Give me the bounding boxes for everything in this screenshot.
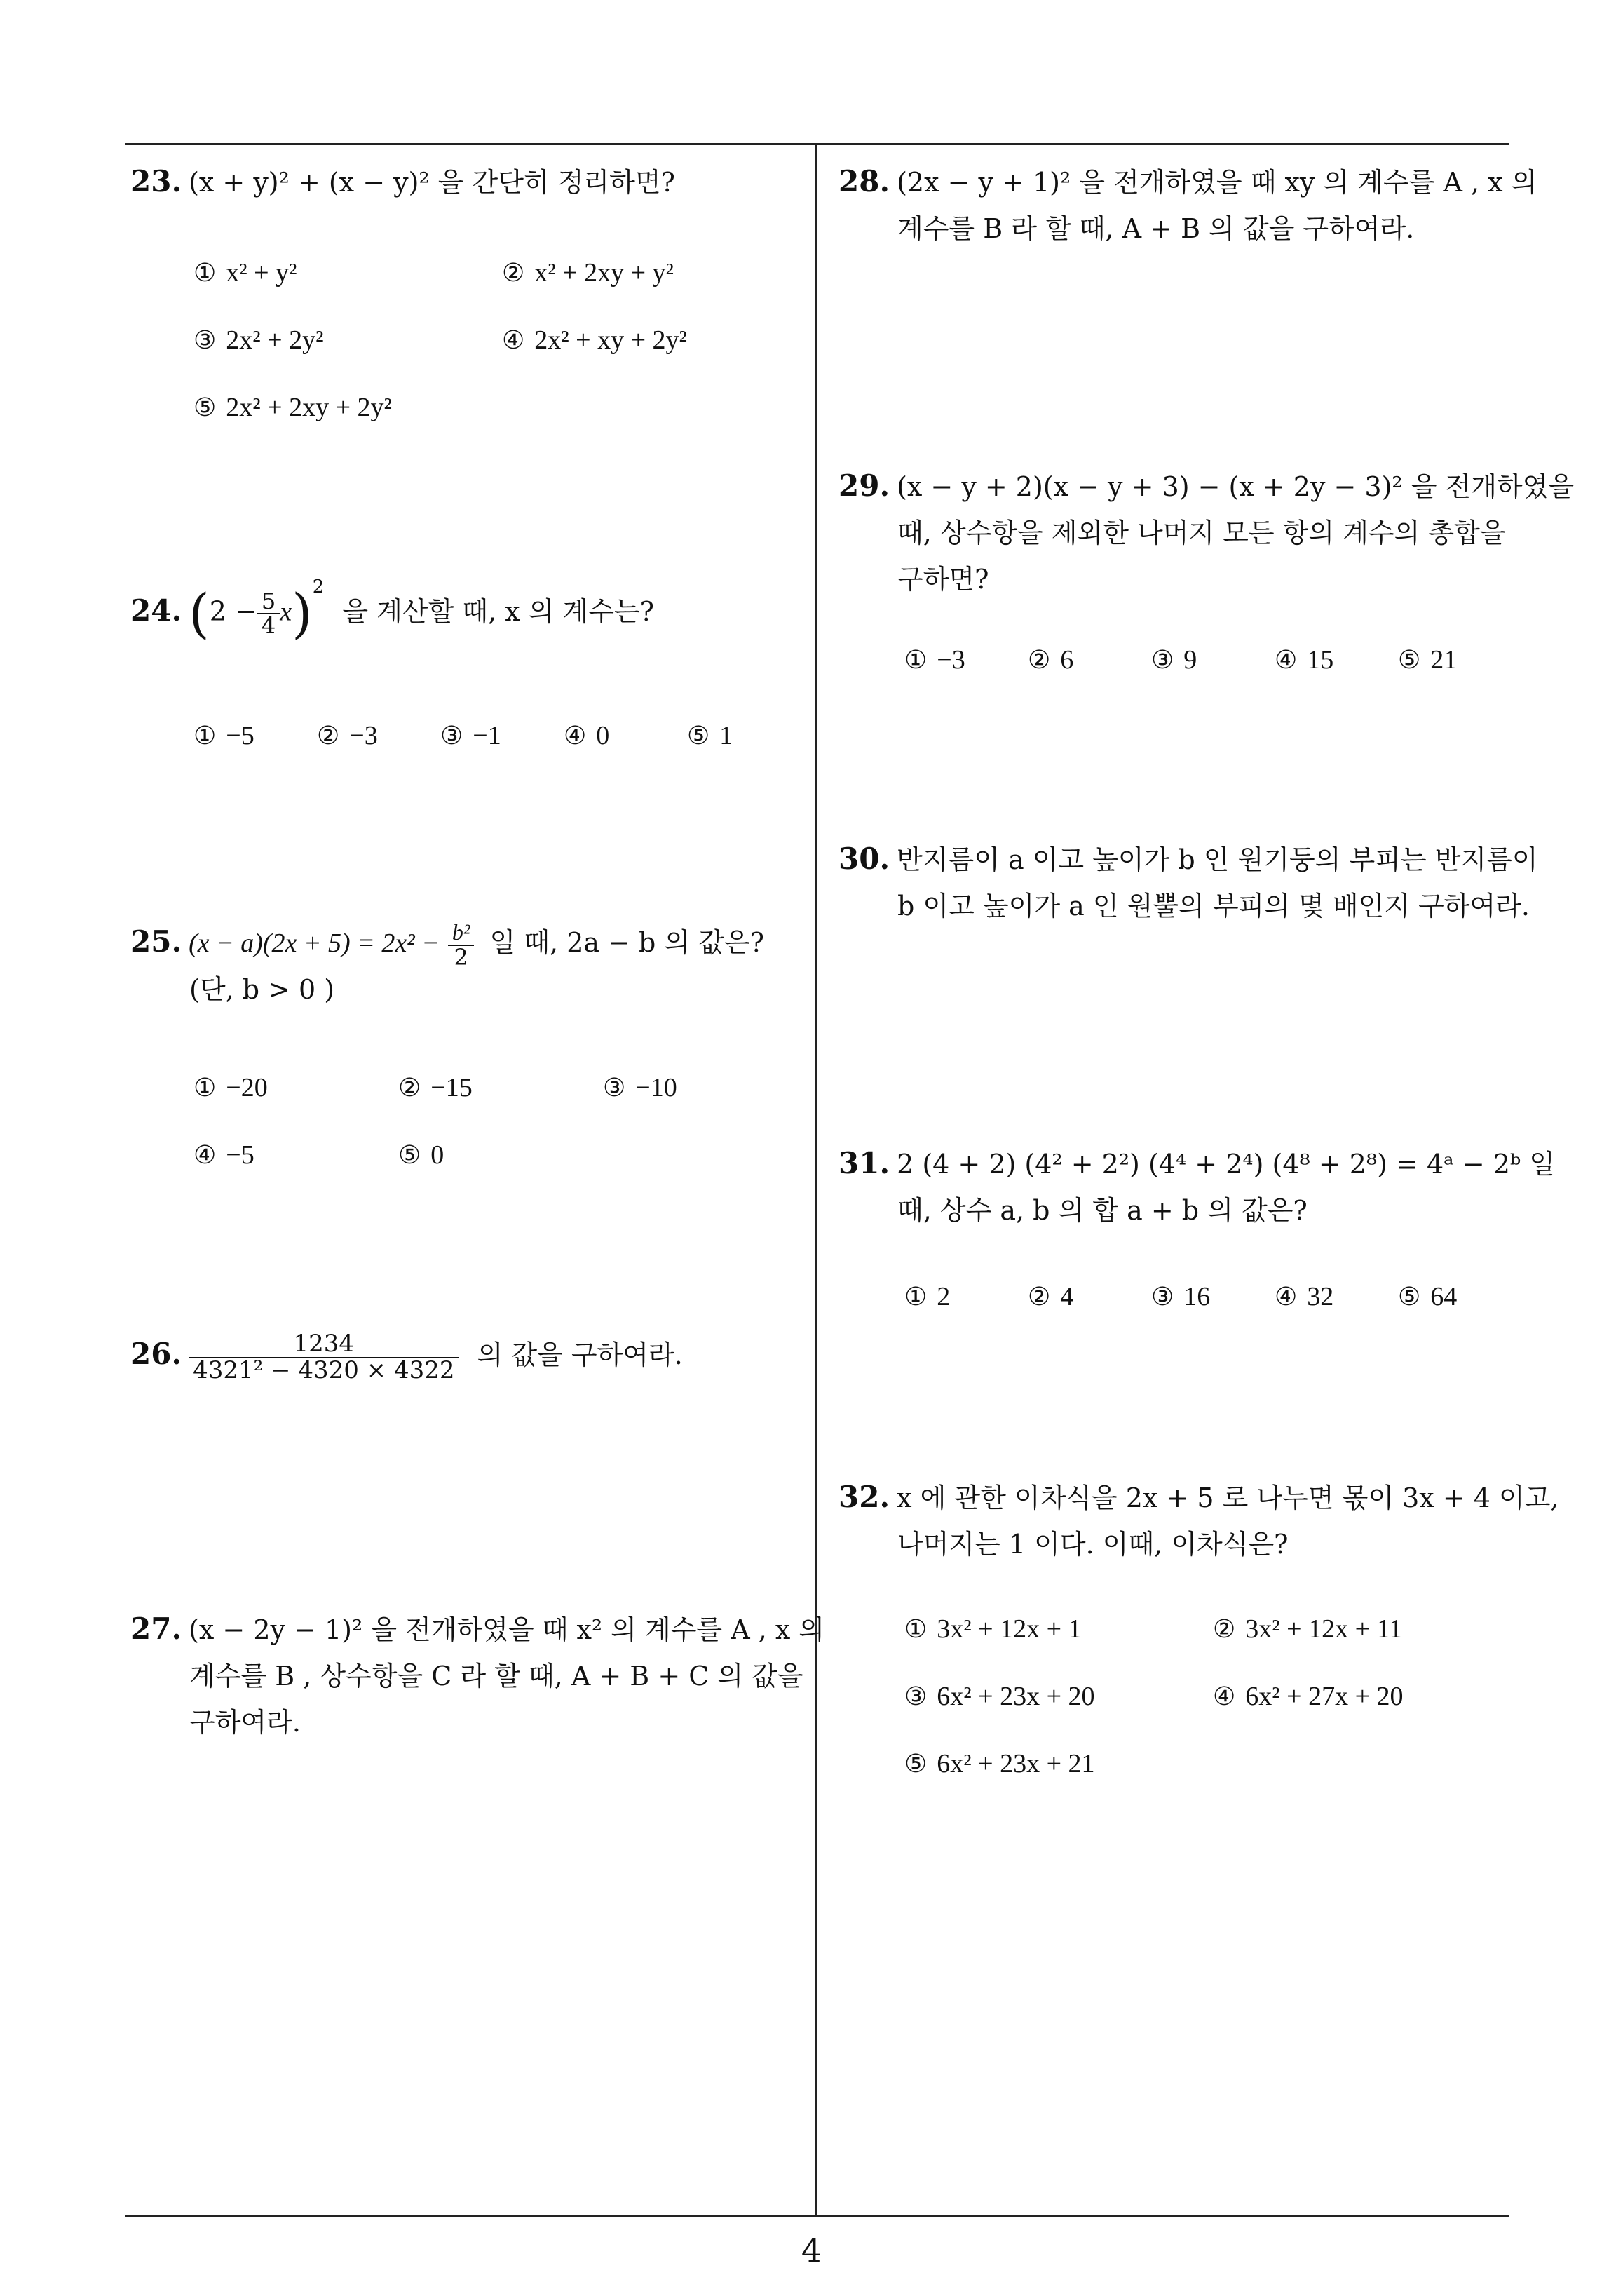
page-number: 4 (801, 2231, 822, 2269)
choice-value: 4 (1060, 1282, 1074, 1311)
choice-mark: ② (1028, 646, 1051, 675)
choice-value: 64 (1430, 1282, 1458, 1311)
frac-numerator: b² (448, 921, 475, 946)
choice-value: 1 (719, 721, 733, 750)
choice-2[interactable] (1028, 1281, 1073, 1312)
choice-mark: ⑤ (193, 393, 217, 422)
question-25 (130, 919, 764, 1013)
question-number: 32. (838, 1480, 890, 1514)
choice-mark: ① (193, 1074, 217, 1102)
bottom-rule (125, 2215, 1509, 2217)
choice-3[interactable] (603, 1072, 677, 1103)
choice-1[interactable] (193, 257, 297, 288)
choice-3[interactable] (1151, 1281, 1210, 1312)
choice-5[interactable] (193, 391, 392, 423)
choice-2[interactable] (398, 1072, 473, 1103)
question-line-2: 계수를 B , 상수항을 C 라 할 때, A + B + C 의 값을 (189, 1661, 803, 1691)
choice-value: −3 (937, 645, 965, 675)
fraction (257, 587, 280, 640)
question-number: 23. (130, 164, 182, 198)
frac-denominator: 4 (261, 612, 276, 640)
choice-value: −10 (635, 1073, 677, 1102)
choice-mark: ⑤ (1398, 646, 1421, 675)
question-line-1: (x − 2y − 1)² 을 전개하였을 때 x² 의 계수를 A , x 의 (189, 1614, 825, 1645)
question-number: 25. (130, 924, 182, 959)
choice-mark: ④ (1213, 1682, 1236, 1711)
choice-3[interactable] (904, 1680, 1095, 1712)
frac-numerator: 1234 (189, 1332, 459, 1358)
choice-mark: ② (317, 722, 340, 750)
question-32 (838, 1474, 1559, 1567)
question-text: (x + y)² + (x − y)² 을 간단히 정리하면? (189, 167, 675, 198)
choice-value: x² + 2xy + y² (534, 258, 674, 288)
choice-4[interactable] (1213, 1680, 1404, 1712)
choice-3[interactable] (440, 720, 501, 751)
choice-3[interactable] (193, 324, 324, 356)
question-line-3: 구하여라. (189, 1707, 301, 1738)
question-number: 30. (838, 842, 890, 876)
column-divider (815, 143, 817, 2215)
expr-left: 2 − (209, 595, 257, 627)
choice-value: 15 (1307, 645, 1334, 675)
question-line-2: 때, 상수 a, b 의 합 a + b 의 값은? (897, 1195, 1308, 1226)
choice-value: 21 (1430, 645, 1458, 675)
question-30 (838, 836, 1538, 929)
choice-5[interactable] (687, 720, 733, 751)
choice-4[interactable] (564, 720, 609, 751)
choice-mark: ④ (564, 722, 587, 750)
choice-value: 2x² + 2xy + 2y² (226, 393, 392, 422)
choice-2[interactable] (317, 720, 378, 751)
question-29 (838, 463, 1574, 602)
question-number: 28. (838, 164, 890, 198)
fraction (448, 921, 475, 969)
choice-mark: ② (1028, 1283, 1051, 1311)
choice-1[interactable] (904, 1281, 950, 1312)
choice-mark: ① (193, 259, 217, 288)
choice-1[interactable] (193, 1072, 268, 1103)
choice-mark: ① (904, 1283, 928, 1311)
question-31 (838, 1140, 1555, 1234)
choice-mark: ① (193, 722, 217, 750)
question-line-2: 나머지는 1 이다. 이때, 이차식은? (897, 1529, 1289, 1560)
close-paren: ) (292, 582, 313, 645)
question-text: 의 값을 구하여라. (477, 1339, 683, 1370)
fraction (189, 1329, 459, 1384)
expr-var: x (280, 597, 292, 627)
choice-mark: ③ (1151, 646, 1174, 675)
question-line-2: 계수를 B 라 할 때, A + B 의 값을 구하여라. (897, 213, 1415, 244)
question-number: 31. (838, 1146, 890, 1180)
exponent: 2 (312, 576, 325, 597)
question-number: 26. (130, 1337, 182, 1371)
frac-denominator: 4321² − 4320 × 4322 (193, 1356, 455, 1384)
choice-mark: ① (904, 646, 928, 675)
question-23 (130, 158, 675, 205)
choice-mark: ③ (440, 722, 463, 750)
choice-5[interactable] (1398, 1281, 1457, 1312)
choice-4[interactable] (1275, 1281, 1333, 1312)
question-number: 29. (838, 468, 890, 503)
choice-value: 3x² + 12x + 11 (1245, 1614, 1403, 1644)
choice-mark: ③ (603, 1074, 626, 1102)
choice-2[interactable] (502, 257, 674, 288)
question-line-1: (2x − y + 1)² 을 전개하였을 때 xy 의 계수를 A , x 의 (897, 167, 1537, 198)
question-line-2: b 이고 높이가 a 인 원뿔의 부피의 몇 배인지 구하여라. (897, 891, 1530, 921)
choice-mark: ② (502, 259, 525, 288)
choice-value: 6x² + 23x + 21 (937, 1749, 1095, 1778)
choice-4[interactable] (502, 324, 687, 356)
choice-value: −3 (349, 721, 378, 750)
question-26 (130, 1331, 683, 1383)
open-paren: ( (189, 582, 210, 645)
choice-value: −20 (226, 1073, 268, 1102)
question-line-1: x 에 관한 이차식을 2x + 5 로 나누면 몫이 3x + 4 이고, (897, 1483, 1559, 1513)
choice-value: 9 (1183, 645, 1197, 675)
choice-value: 2 (937, 1282, 951, 1311)
choice-4[interactable] (1275, 644, 1333, 675)
choice-mark: ④ (193, 1141, 217, 1170)
choice-value: 0 (430, 1140, 444, 1170)
question-line-1: (x − y + 2)(x − y + 3) − (x + 2y − 3)² 을 전개하였을 (897, 471, 1575, 502)
choice-2[interactable] (1028, 644, 1073, 675)
choice-5[interactable] (904, 1748, 1095, 1779)
choice-mark: ③ (193, 326, 217, 355)
question-number: 24. (130, 593, 182, 628)
choice-value: 6x² + 23x + 20 (937, 1682, 1095, 1711)
choice-value: −1 (473, 721, 501, 750)
question-line-3: 구하면? (897, 564, 989, 595)
question-number: 27. (130, 1612, 182, 1646)
choice-1[interactable] (193, 720, 254, 751)
choice-mark: ⑤ (398, 1141, 421, 1170)
choice-mark: ⑤ (904, 1750, 928, 1778)
choice-4[interactable] (193, 1139, 254, 1170)
question-28 (838, 158, 1537, 252)
question-27 (130, 1606, 824, 1745)
choice-value: −5 (226, 721, 254, 750)
question-line-1: 반지름이 a 이고 높이가 b 인 원기둥의 부피는 반지름이 (897, 844, 1538, 875)
question-line-2: 때, 상수항을 제외한 나머지 모든 항의 계수의 총합을 (897, 518, 1506, 548)
choice-5[interactable] (1398, 644, 1457, 675)
choice-value: 3x² + 12x + 1 (937, 1614, 1082, 1644)
choice-mark: ③ (1151, 1283, 1174, 1311)
choice-mark: ④ (502, 326, 525, 355)
choice-value: x² + y² (226, 258, 297, 288)
choice-mark: ② (398, 1074, 421, 1102)
choice-value: −15 (430, 1073, 473, 1102)
choice-mark: ② (1213, 1615, 1236, 1644)
choice-1[interactable] (904, 1613, 1082, 1645)
choice-1[interactable] (904, 644, 965, 675)
question-line-1: 2 (4 + 2) (4² + 2²) (4⁴ + 2⁴) (4⁸ + 2⁸) = 4ᵃ − 2ᵇ 일 (897, 1149, 1555, 1180)
choice-2[interactable] (1213, 1613, 1402, 1645)
choice-5[interactable] (398, 1139, 444, 1170)
choice-value: 2x² + 2y² (226, 325, 324, 355)
choice-mark: ① (904, 1615, 928, 1644)
choice-value: 6 (1060, 645, 1074, 675)
choice-value: 6x² + 27x + 20 (1245, 1682, 1404, 1711)
choice-value: 0 (596, 721, 610, 750)
question-text: 을 계산할 때, x 의 계수는? (342, 595, 655, 627)
choice-mark: ⑤ (1398, 1283, 1421, 1311)
choice-mark: ⑤ (687, 722, 710, 750)
choice-mark: ④ (1275, 646, 1298, 675)
expr: (x − a)(2x + 5) = 2x² − (189, 928, 440, 958)
question-24 (130, 576, 655, 645)
frac-numerator: 5 (257, 590, 280, 615)
choice-value: 32 (1307, 1282, 1334, 1311)
choice-value: 16 (1183, 1282, 1211, 1311)
question-text: 일 때, 2a − b 의 값은? (489, 927, 765, 958)
choice-value: 2x² + xy + 2y² (534, 325, 687, 355)
frac-denominator: 2 (454, 943, 468, 971)
question-line-2: (단, b > 0 ) (189, 974, 335, 1006)
choice-value: −5 (226, 1140, 254, 1170)
choice-mark: ④ (1275, 1283, 1298, 1311)
choice-mark: ③ (904, 1682, 928, 1711)
choice-3[interactable] (1151, 644, 1197, 675)
